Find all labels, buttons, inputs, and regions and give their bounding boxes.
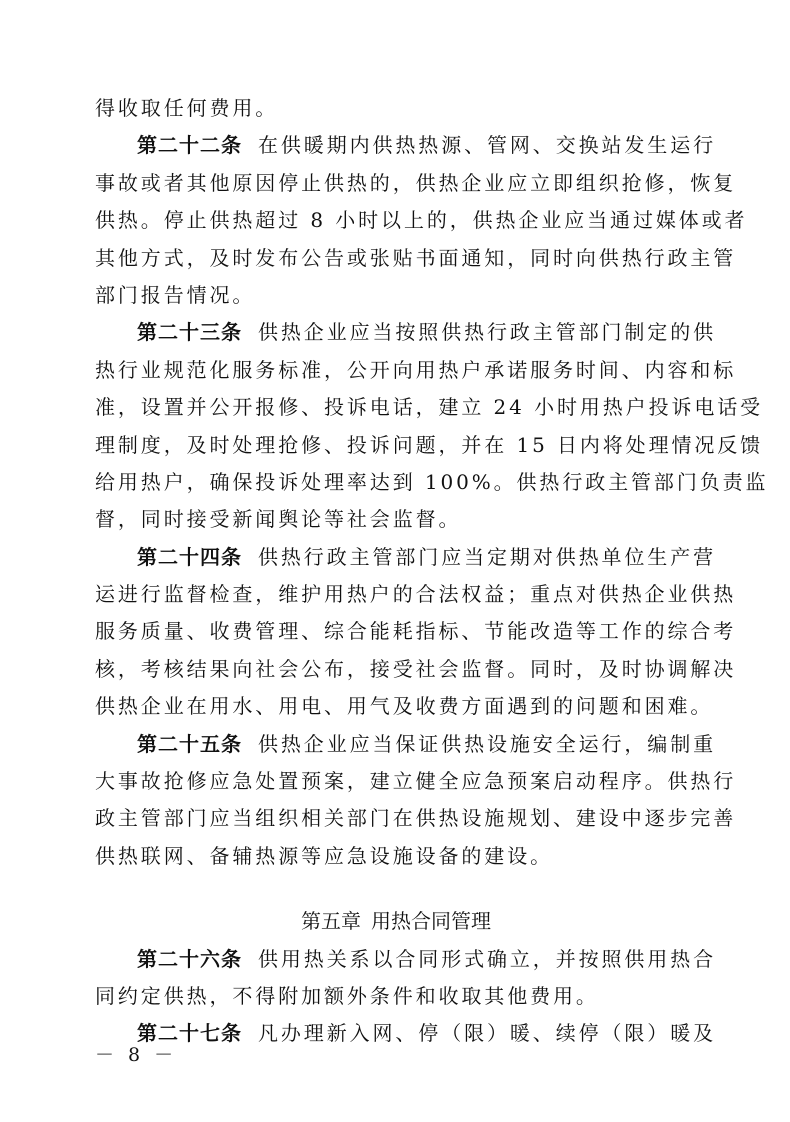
text-line: 同约定供热，不得附加额外条件和收取其他费用。 xyxy=(95,983,599,1008)
text-line: 核，考核结果向社会公布，接受社会监督。同时，及时协调解决 xyxy=(95,656,737,681)
text-line: 给用热户，确保投诉处理率达到 100%。供热行政主管部门负责监 xyxy=(95,469,769,494)
chapter-number: 第五章 xyxy=(301,909,361,934)
text-line: 供热联网、备辅热源等应急设施设备的建设。 xyxy=(95,843,553,868)
article-heading: 第二十七条 xyxy=(137,1021,242,1046)
text-line: 政主管部门应当组织相关部门在供热设施规划、建设中逐步完善 xyxy=(95,806,737,831)
text-line: 理制度，及时处理抢修、投诉问题，并在 15 日内将处理情况反馈 xyxy=(95,432,764,457)
text-line: 供热。停止供热超过 8 小时以上的，供热企业应当通过媒体或者 xyxy=(95,208,748,233)
article-heading: 第二十六条 xyxy=(137,946,242,971)
text-line: 供用热关系以合同形式确立，并按照供用热合 xyxy=(258,946,716,971)
text-line: 得收取任何费用。 xyxy=(95,96,279,120)
article-heading: 第二十四条 xyxy=(137,544,242,569)
text-line: 准，设置并公开报修、投诉电话，建立 24 小时用热户投诉电话受 xyxy=(95,395,764,420)
chapter-heading xyxy=(95,903,697,940)
text-line: 凡办理新入网、停（限）暖、续停（限）暖及 xyxy=(258,1021,716,1046)
text-line: 其他方式，及时发布公告或张贴书面通知，同时向供热行政主管 xyxy=(95,245,737,270)
article-22 xyxy=(95,127,748,314)
article-24 xyxy=(95,539,737,726)
text-line: 供热企业应当按照供热行政主管部门制定的供 xyxy=(258,320,716,345)
text-line: 在供暖期内供热热源、管网、交换站发生运行 xyxy=(258,133,716,158)
text-line: 运进行监督检查，维护用热户的合法权益；重点对供热企业供热 xyxy=(95,582,737,607)
text-line: 大事故抢修应急处置预案，建立健全应急预案启动程序。供热行 xyxy=(95,769,737,794)
document-body xyxy=(95,90,769,1053)
article-25 xyxy=(95,726,737,876)
text-line: 供热企业应当保证供热设施安全运行，编制重 xyxy=(258,731,716,756)
text-line: 事故或者其他原因停止供热的，供热企业应立即组织抢修，恢复 xyxy=(95,170,737,195)
article-26 xyxy=(95,941,716,1016)
article-23 xyxy=(95,314,769,538)
text-line: 部门报告情况。 xyxy=(95,282,256,307)
text-line: 供热企业在用水、用电、用气及收费方面遇到的问题和困难。 xyxy=(95,694,714,719)
text-line: 热行业规范化服务标准，公开向用热户承诺服务时间、内容和标 xyxy=(95,357,737,382)
page-number: － 8 － xyxy=(95,1044,178,1066)
article-heading: 第二十三条 xyxy=(137,320,242,345)
text-line: 供热行政主管部门应当定期对供热单位生产营 xyxy=(258,544,716,569)
chapter-title: 用热合同管理 xyxy=(371,909,491,934)
article-heading: 第二十二条 xyxy=(137,133,242,158)
paragraph-continuation xyxy=(95,90,697,127)
article-heading: 第二十五条 xyxy=(137,731,242,756)
article-27 xyxy=(95,1015,716,1052)
text-line: 服务质量、收费管理、综合能耗指标、节能改造等工作的综合考 xyxy=(95,619,737,644)
text-line: 督，同时接受新闻舆论等社会监督。 xyxy=(95,507,462,532)
